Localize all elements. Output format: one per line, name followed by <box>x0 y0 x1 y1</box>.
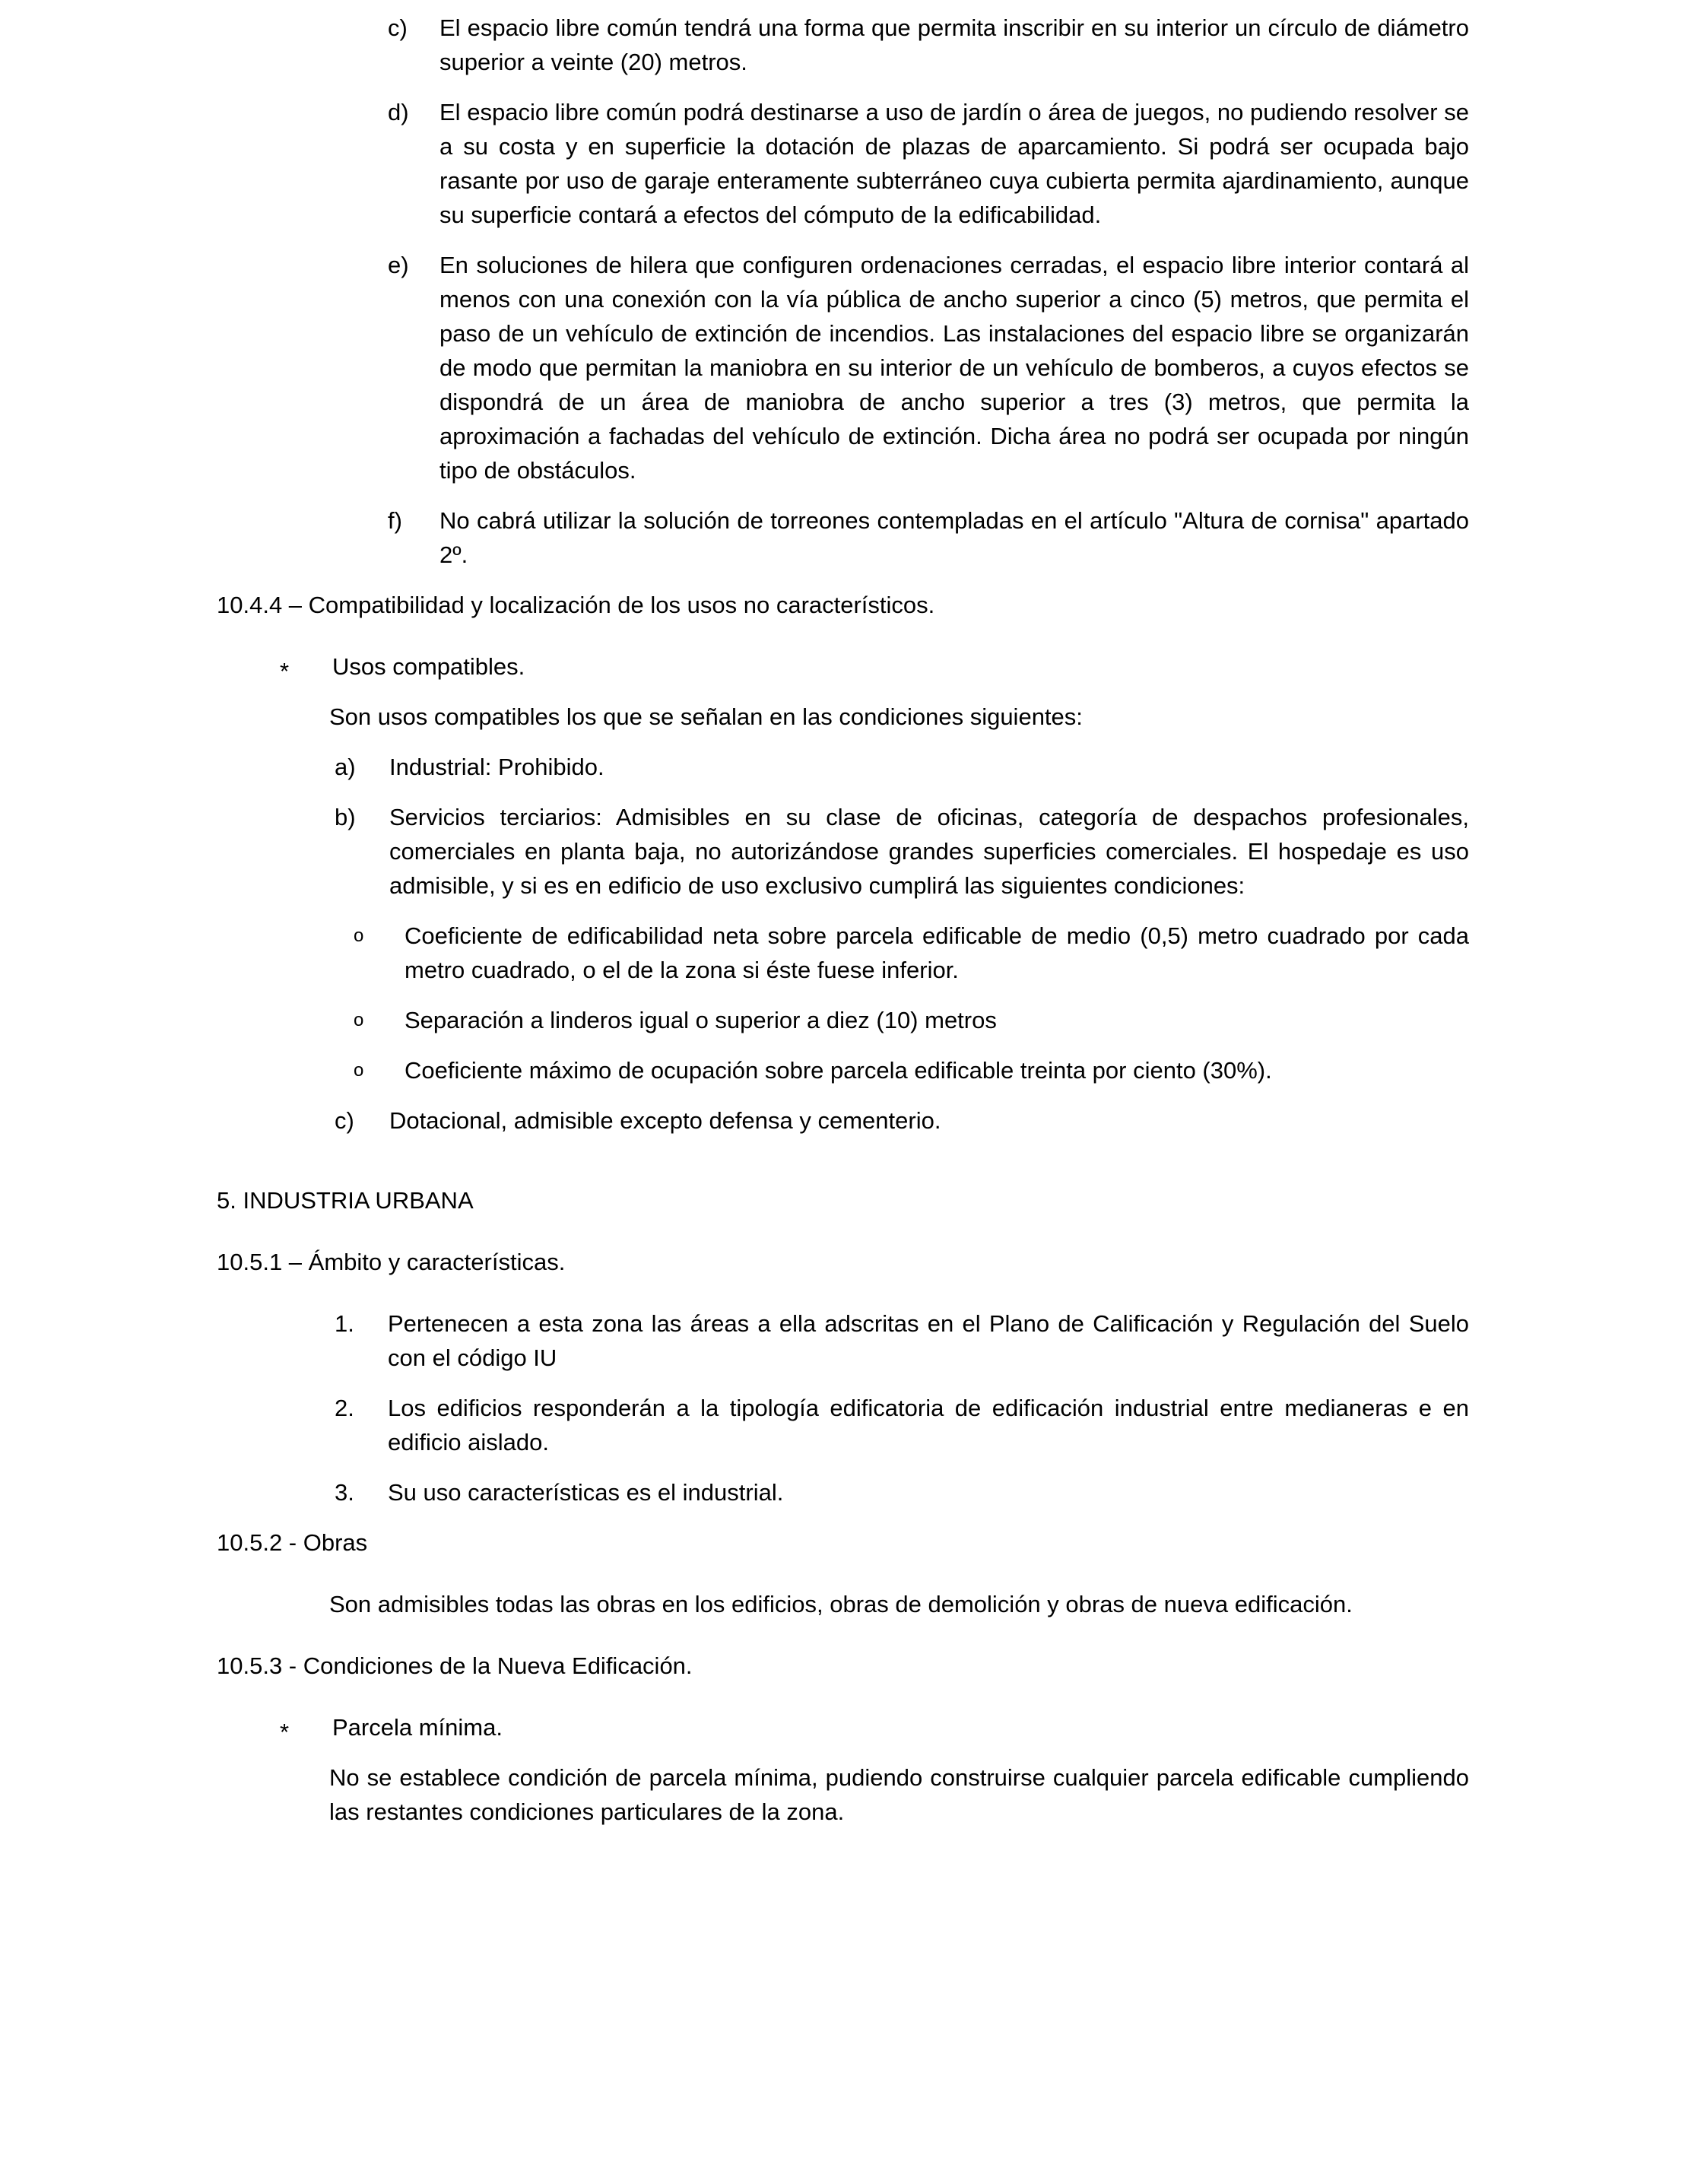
numbered-item-2 <box>335 1391 1469 1459</box>
numbered-item-label: 2. <box>335 1395 354 1421</box>
sub-bullet-text: Separación a linderos igual o superior a diez (10) metros <box>405 1007 997 1033</box>
list-item-text: En soluciones de hilera que configuren ordenaciones cerradas, el espacio libre interior contará al menos con una conexión con la vía pública de ancho superior a cinco (5) metros, que permita el paso de un vehículo de extinción de incendios. Las instalaciones del espacio libre se organizarán de modo que permitan la maniobra en su interior de un vehículo de bomberos, a cuyos efectos se dispondrá de un área de maniobra de ancho superior a tres (3) metros, que permita la aproximación a fachadas del vehículo de extinción. Dicha área no podrá ser ocupada por ningún tipo de obstáculos. <box>439 252 1469 484</box>
numbered-item-text: Pertenecen a esta zona las áreas a ella adscritas en el Plano de Calificación y Regulación del Suelo con el código IU <box>388 1310 1469 1371</box>
list-item-c-dotacional <box>335 1103 1469 1138</box>
list-item-label: c) <box>388 14 408 41</box>
numbered-item-label: 1. <box>335 1310 354 1337</box>
heading-10-5-2: 10.5.2 - Obras <box>217 1529 368 1556</box>
list-item-label: a) <box>335 754 356 780</box>
list-item-text: No cabrá utilizar la solución de torreones contempladas en el artículo "Altura de cornisa" apartado 2º. <box>439 507 1469 568</box>
heading-10-4-4: 10.4.4 – Compatibilidad y localización de los usos no característicos. <box>217 592 935 618</box>
bullet-text: Usos compatibles. <box>332 653 525 680</box>
heading-industria-urbana: 5. INDUSTRIA URBANA <box>217 1187 474 1214</box>
list-item-f <box>388 503 1469 572</box>
list-item-text: El espacio libre común tendrá una forma que permita inscribir en su interior un círculo de diámetro superior a veinte (20) metros. <box>439 14 1469 75</box>
list-item-c <box>388 11 1469 79</box>
list-item-text: Servicios terciarios: Admisibles en su clase de oficinas, categoría de despachos profesionales, comerciales en planta baja, no autorizándose grandes superficies comerciales. El hospedaje es uso admisible, y si es en edificio de uso exclusivo cumplirá las siguientes condiciones: <box>389 804 1469 899</box>
sub-bullet-coeficiente-ocupacion <box>354 1053 1469 1087</box>
list-item-label: e) <box>388 252 409 278</box>
sub-bullet-text: Coeficiente de edificabilidad neta sobre parcela edificable de medio (0,5) metro cuadrado por cada metro cuadrado, o el de la zona si éste fuese inferior. <box>405 922 1469 983</box>
list-item-text: El espacio libre común podrá destinarse a uso de jardín o área de juegos, no pudiendo resolver se a su costa y en superficie la dotación de plazas de aparcamiento. Si podrá ser ocupada bajo rasante por uso de garaje enteramente subterráneo cuya cubierta permita ajardinamiento, aunque su superficie contará a efectos del cómputo de la edificabilidad. <box>439 99 1469 228</box>
list-item-label: b) <box>335 804 356 830</box>
list-item-e <box>388 248 1469 487</box>
numbered-item-3 <box>335 1475 1469 1509</box>
paragraph-usos-intro: Son usos compatibles los que se señalan en las condiciones siguientes: <box>329 703 1083 730</box>
numbered-item-1 <box>335 1306 1469 1375</box>
list-item-label: d) <box>388 99 409 125</box>
bullet-usos-compatibles <box>280 649 1469 684</box>
numbered-item-text: Los edificios responderán a la tipología edificatoria de edificación industrial entre medianeras e en edificio aislado. <box>388 1395 1469 1455</box>
asterisk-bullet-marker: * <box>280 658 290 684</box>
sub-bullet-text: Coeficiente máximo de ocupación sobre parcela edificable treinta por ciento (30%). <box>405 1057 1272 1084</box>
list-item-text: Dotacional, admisible excepto defensa y cementerio. <box>389 1107 941 1134</box>
sub-bullet-separacion-linderos <box>354 1003 1469 1037</box>
list-item-d <box>388 95 1469 232</box>
circle-bullet-marker: o <box>354 925 364 946</box>
list-item-label: f) <box>388 507 402 534</box>
list-item-label: c) <box>335 1107 354 1134</box>
heading-10-5-3: 10.5.3 - Condiciones de la Nueva Edificación. <box>217 1652 693 1679</box>
list-item-a-industrial <box>335 750 1469 784</box>
sub-bullet-coeficiente-edificabilidad <box>354 919 1469 987</box>
circle-bullet-marker: o <box>354 1060 364 1081</box>
numbered-item-text: Su uso características es el industrial. <box>388 1479 784 1506</box>
bullet-text: Parcela mínima. <box>332 1714 503 1741</box>
paragraph-parcela-minima: No se establece condición de parcela mínima, pudiendo construirse cualquier parcela edificable cumpliendo las restantes condiciones particulares de la zona. <box>329 1764 1469 1825</box>
list-item-b-servicios <box>335 800 1469 903</box>
numbered-item-label: 3. <box>335 1479 354 1506</box>
paragraph-obras-admisibles: Son admisibles todas las obras en los edificios, obras de demolición y obras de nueva edificación. <box>329 1591 1353 1617</box>
heading-10-5-1: 10.5.1 – Ámbito y características. <box>217 1249 566 1275</box>
list-item-text: Industrial: Prohibido. <box>389 754 604 780</box>
circle-bullet-marker: o <box>354 1010 364 1030</box>
bullet-parcela-minima <box>280 1710 1469 1744</box>
asterisk-bullet-marker: * <box>280 1719 290 1745</box>
